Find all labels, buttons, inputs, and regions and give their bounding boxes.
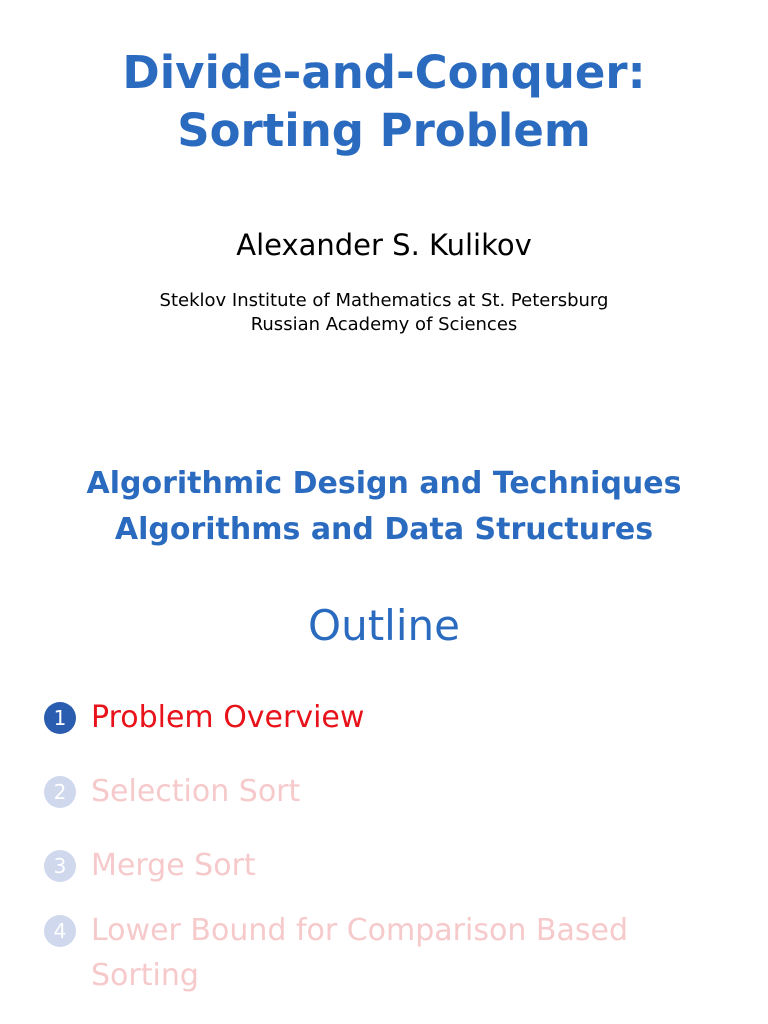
title-line-1: Divide-and-Conquer:: [122, 46, 646, 99]
number-bullet-icon: 4: [44, 915, 76, 947]
number-bullet-icon: 2: [44, 776, 76, 808]
course-line-2: Algorithms and Data Structures: [114, 512, 654, 547]
number-bullet-icon: 3: [44, 850, 76, 882]
course-line-1: Algorithmic Design and Techniques: [86, 466, 682, 501]
outline-item-label: Merge Sort: [91, 848, 256, 883]
outline-item-label: Problem Overview: [91, 700, 365, 735]
outline-item-4[interactable]: [44, 913, 744, 998]
slide-title: [0, 44, 768, 160]
outline-heading: Outline: [308, 601, 460, 650]
affiliation-line-1: Steklov Institute of Mathematics at St. Petersburg: [159, 290, 609, 311]
title-line-2: Sorting Problem: [177, 104, 591, 157]
outline-item-label: Lower Bound for Comparison Based Sorting: [91, 913, 628, 993]
author-name: Alexander S. Kulikov: [236, 228, 532, 262]
outline-item-3[interactable]: [44, 848, 744, 888]
affiliation-line-2: Russian Academy of Sciences: [250, 314, 518, 335]
affiliation: [0, 289, 768, 337]
outline-item-1[interactable]: [44, 700, 744, 740]
outline-item-2[interactable]: [44, 774, 744, 814]
outline-item-label: Selection Sort: [91, 774, 301, 809]
course-title: [0, 461, 768, 553]
number-bullet-icon: 1: [44, 702, 76, 734]
